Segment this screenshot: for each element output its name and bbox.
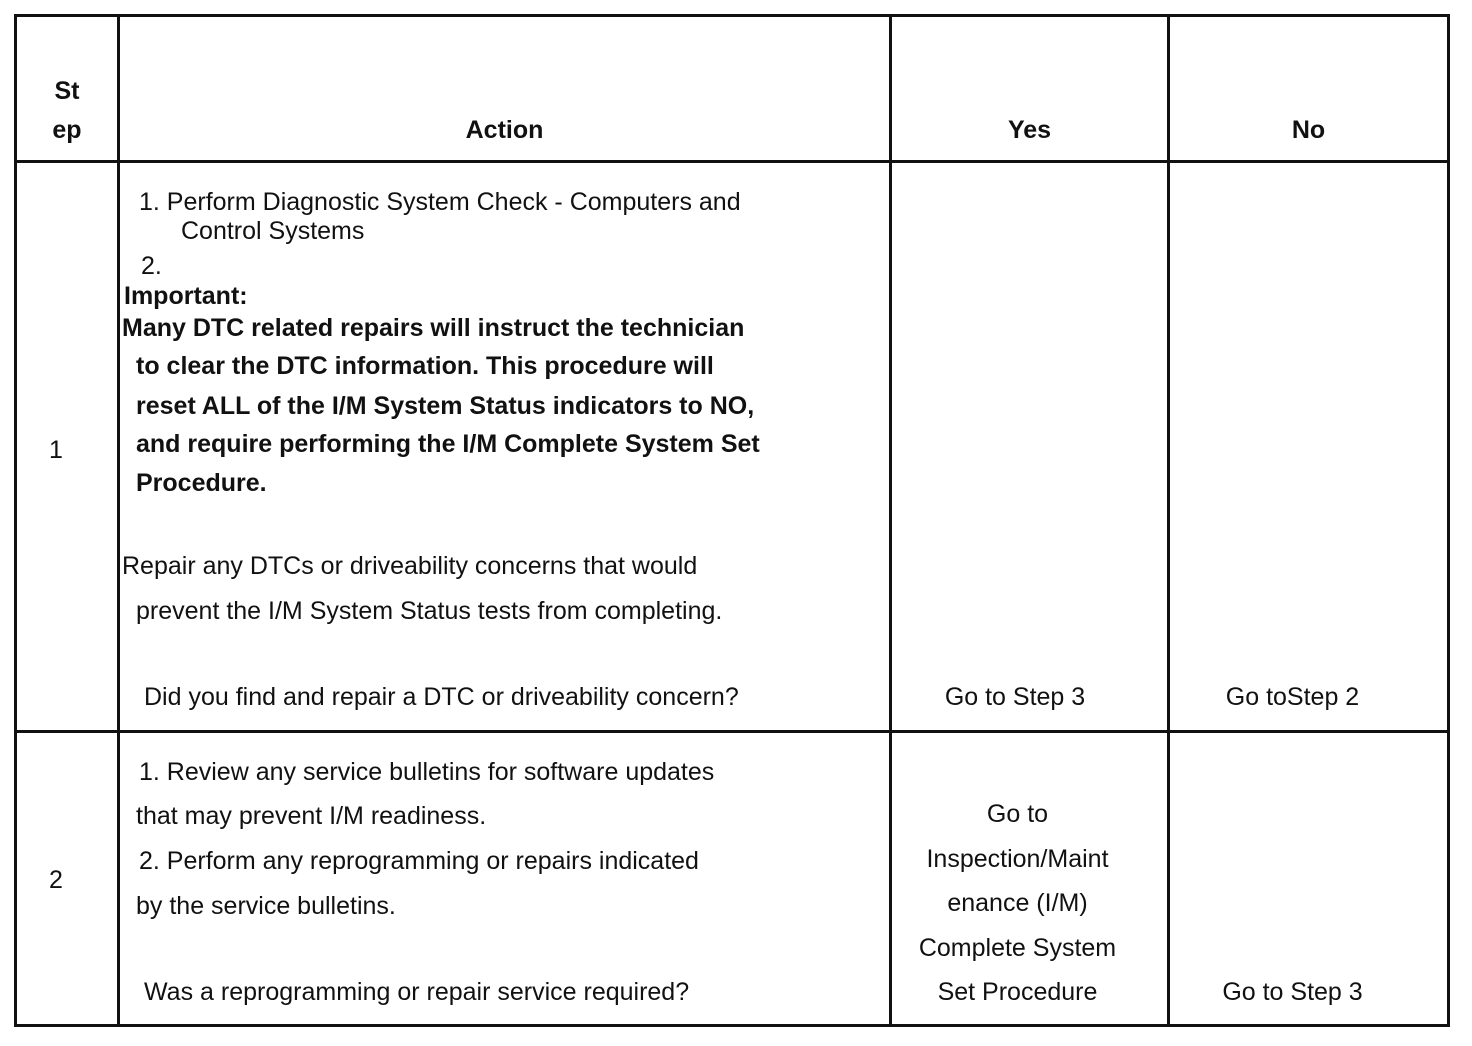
row2-item2-line1: 2. Perform any reprogramming or repairs indicated	[139, 847, 699, 875]
row1-item1-line1: 1. Perform Diagnostic System Check - Computers and	[139, 188, 741, 216]
row1-important-line3: reset ALL of the I/M System Status indicators to NO,	[136, 392, 755, 420]
row2-yes-line5: Set Procedure	[937, 978, 1098, 1006]
row2-item1-line1: 1. Review any service bulletins for software updates	[139, 758, 715, 786]
row1-important-line2: to clear the DTC information. This procedure will	[136, 352, 714, 380]
divider-row1-row2	[17, 730, 1447, 733]
row1-important-line1: Many DTC related repairs will instruct the technician	[122, 314, 745, 342]
header-no: No	[1291, 116, 1326, 144]
row2-step: 2	[49, 866, 63, 894]
row1-important-label: Important:	[124, 282, 248, 310]
row1-step: 1	[49, 436, 63, 464]
header-step-line1: St	[54, 77, 80, 105]
row2-yes-line4: Complete System	[918, 934, 1117, 962]
diagnostic-table	[14, 14, 1450, 1027]
header-step-line2: ep	[52, 116, 82, 144]
row1-item1-line2: Control Systems	[181, 217, 365, 245]
row1-yes: Go to Step 3	[944, 683, 1086, 711]
row2-yes-line2: Inspection/Maint	[926, 845, 1109, 873]
row2-item1-line2: that may prevent I/M readiness.	[136, 802, 487, 830]
row1-item2-marker: 2.	[141, 252, 162, 280]
row2-yes-line1: Go to	[986, 800, 1049, 828]
header-yes: Yes	[1007, 116, 1052, 144]
row1-important-line5: Procedure.	[136, 469, 267, 497]
header-action: Action	[465, 116, 544, 144]
row2-yes-line3: enance (I/M)	[947, 889, 1088, 917]
row2-item2-line2: by the service bulletins.	[136, 892, 396, 920]
row1-repair-line2: prevent the I/M System Status tests from completing.	[136, 597, 723, 625]
divider-step-action	[117, 17, 120, 1024]
divider-header	[17, 160, 1447, 163]
row2-question: Was a reprogramming or repair service required?	[144, 978, 690, 1006]
row2-no: Go to Step 3	[1222, 978, 1363, 1006]
row1-question: Did you find and repair a DTC or driveability concern?	[144, 683, 739, 711]
row1-no: Go toStep 2	[1225, 683, 1360, 711]
row1-important-line4: and require performing the I/M Complete System Set	[136, 430, 760, 458]
divider-yes-no	[1167, 17, 1170, 1024]
row1-repair-line1: Repair any DTCs or driveability concerns that would	[122, 552, 698, 580]
